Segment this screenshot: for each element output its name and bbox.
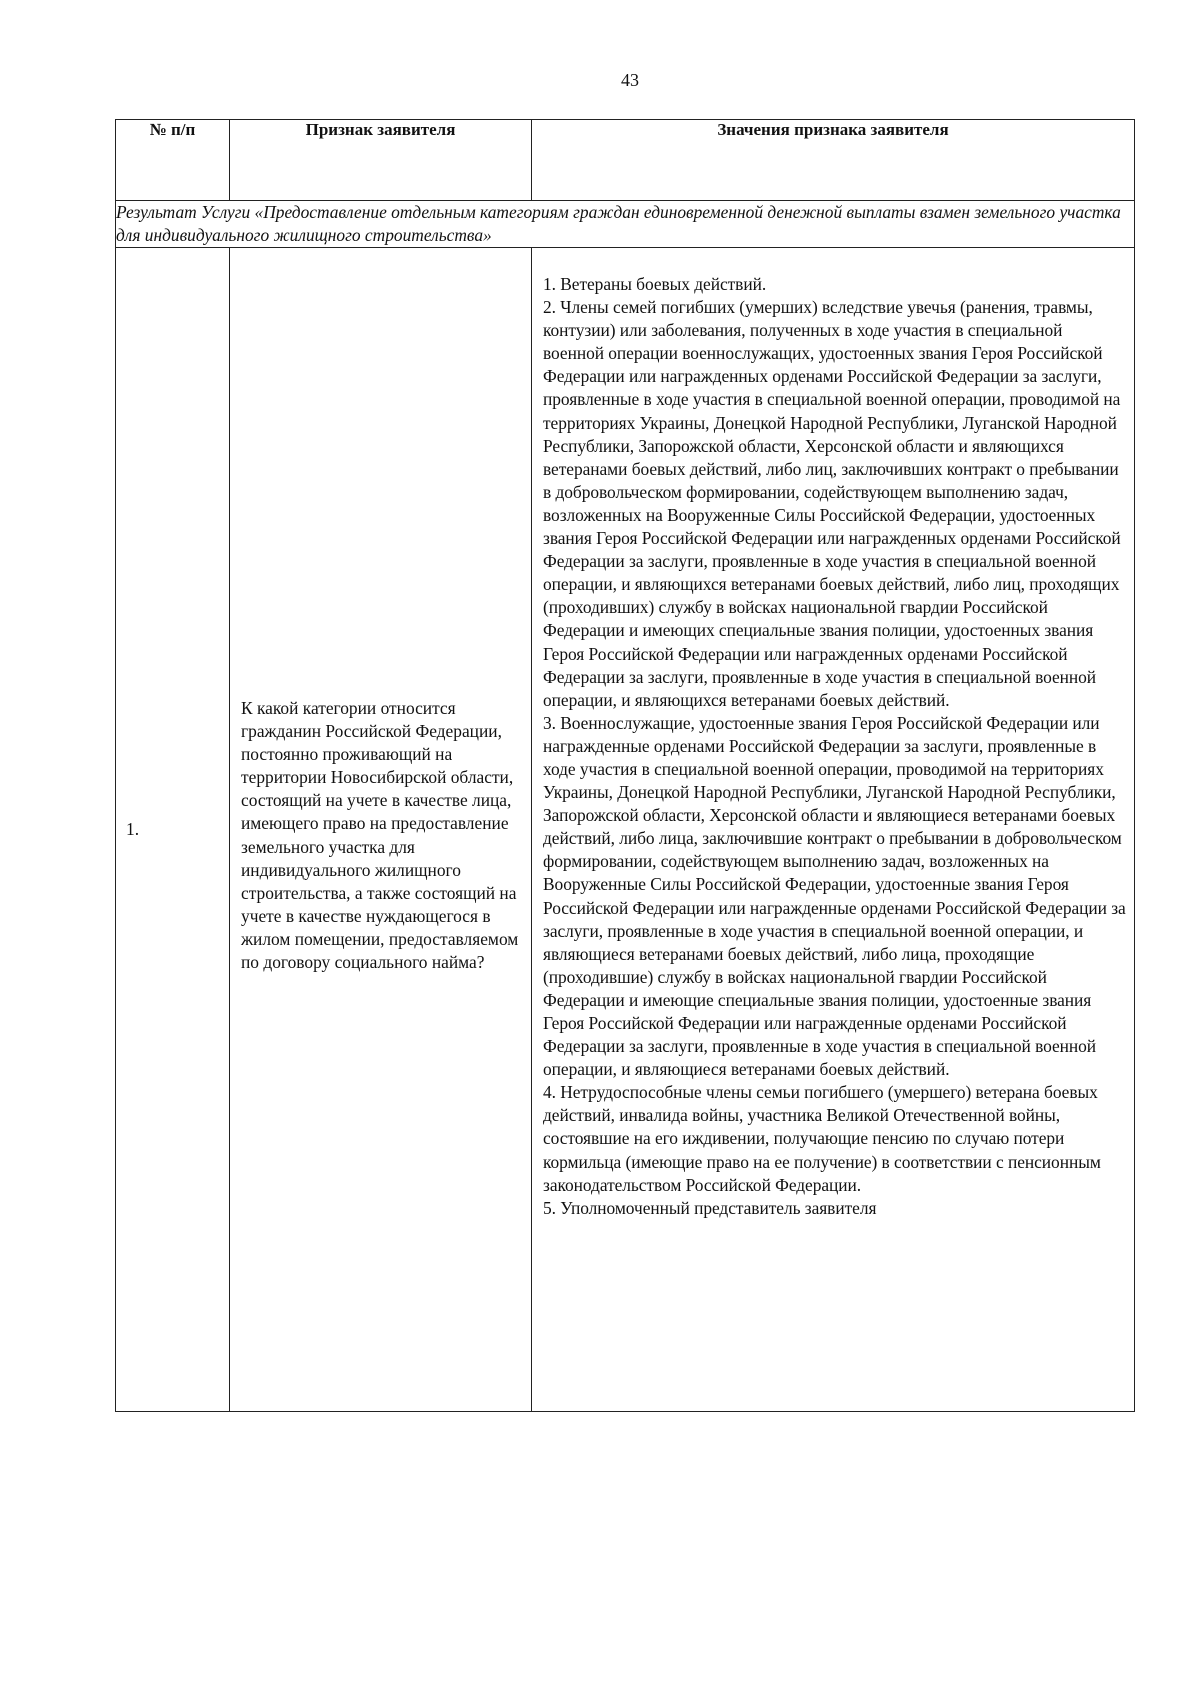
section-row — [116, 201, 1135, 248]
attribute-text: К какой категории относится гражданин Российской Федерации, постоянно проживающий на территории Новосибирской области, состоящий на учете в качестве лица, имеющего право на предоставление земельного участка для индивидуального жилищного строительства, а также состоящий на учете в качестве нуждающегося в жилом помещении, предоставляемом по договору социального найма? — [241, 697, 519, 972]
header-num: № п/п — [116, 120, 230, 201]
section-title: Результат Услуги «Предоставление отдельным категориям граждан единовременной денежной выплаты взамен земельного участка для индивидуального жилищного строительства» — [116, 201, 1135, 248]
row-number: 1. — [116, 248, 230, 1412]
value-item: 3. Военнослужащие, удостоенные звания Героя Российской Федерации или награжденные орденами Российской Федерации за заслуги, проявленные в ходе участия в специальной военной операции, проводимой на территориях Украины, Донецкой Народной Республики, Луганской Народной Республики, Запорожской области, Херсонской области и являющиеся ветеранами боевых действий, либо лица, заключившие контракт о пребывании в добровольческом формировании, содействующем выполнению задач, возложенных на Вооруженные Силы Российской Федерации, удостоенные звания Героя Российской Федерации или награжденные орденами Российской Федерации за заслуги, проявленные в ходе участия в специальной военной операции, и являющиеся ветеранами боевых действий, либо лица, проходящие (проходившие) службу в войсках национальной гвардии Российской Федерации и имеющие специальные звания полиции, удостоенные звания Героя Российской Федерации или награжденные орденами Российской Федерации за заслуги, проявленные в ходе участия в специальной военной операции, и являющиеся ветеранами боевых действий. — [543, 712, 1126, 1080]
values-cell — [532, 248, 1135, 1412]
table-header-row — [116, 120, 1135, 201]
value-item: 4. Нетрудоспособные члены семьи погибшего (умершего) ветерана боевых действий, инвалида войны, участника Великой Отечественной войны, состоявшие на его иждивении, получающие пенсию по случаю потери кормильца (имеющие право на ее получение) в соответствии с пенсионным законодательством Российской Федерации. — [543, 1082, 1101, 1195]
value-item: 5. Уполномоченный представитель заявителя — [543, 1197, 877, 1218]
applicant-attributes-table — [115, 119, 1135, 1412]
page-number: 43 — [621, 70, 639, 90]
value-item: 2. Члены семей погибших (умерших) вследствие увечья (ранения, травмы, контузии) или заболевания, полученных в ходе участия в специальной военной операции военнослужащих, удостоенных звания Героя Российской Федерации или награжденных орденами Российской Федерации за заслуги, проявленные в ходе участия в специальной военной операции, проводимой на территориях Украины, Донецкой Народной Республики, Луганской Народной Республики, Запорожской области, Херсонской области и являющихся ветеранами боевых действий, либо лиц, заключивших контракт о пребывании в добровольческом формировании, содействующем выполнению задач, возложенных на Вооруженные Силы Российской Федерации, удостоенных звания Героя Российской Федерации или награжденных орденами Российской Федерации за заслуги, проявленные в ходе участия в специальной военной операции, и являющихся ветеранами боевых действий, либо лиц, проходящих (проходивших) службу в войсках национальной гвардии Российской Федерации и имеющих специальные звания полиции, удостоенных звания Героя Российской Федерации или награжденных орденами Российской Федерации за заслуги, проявленные в ходе участия в специальной военной операции, и являющихся ветеранами боевых действий. — [543, 297, 1121, 710]
table-row — [116, 248, 1135, 1412]
header-values: Значения признака заявителя — [532, 120, 1135, 201]
attribute-cell — [230, 248, 532, 1412]
value-item: 1. Ветераны боевых действий. — [543, 274, 767, 294]
header-attribute: Признак заявителя — [230, 120, 532, 201]
